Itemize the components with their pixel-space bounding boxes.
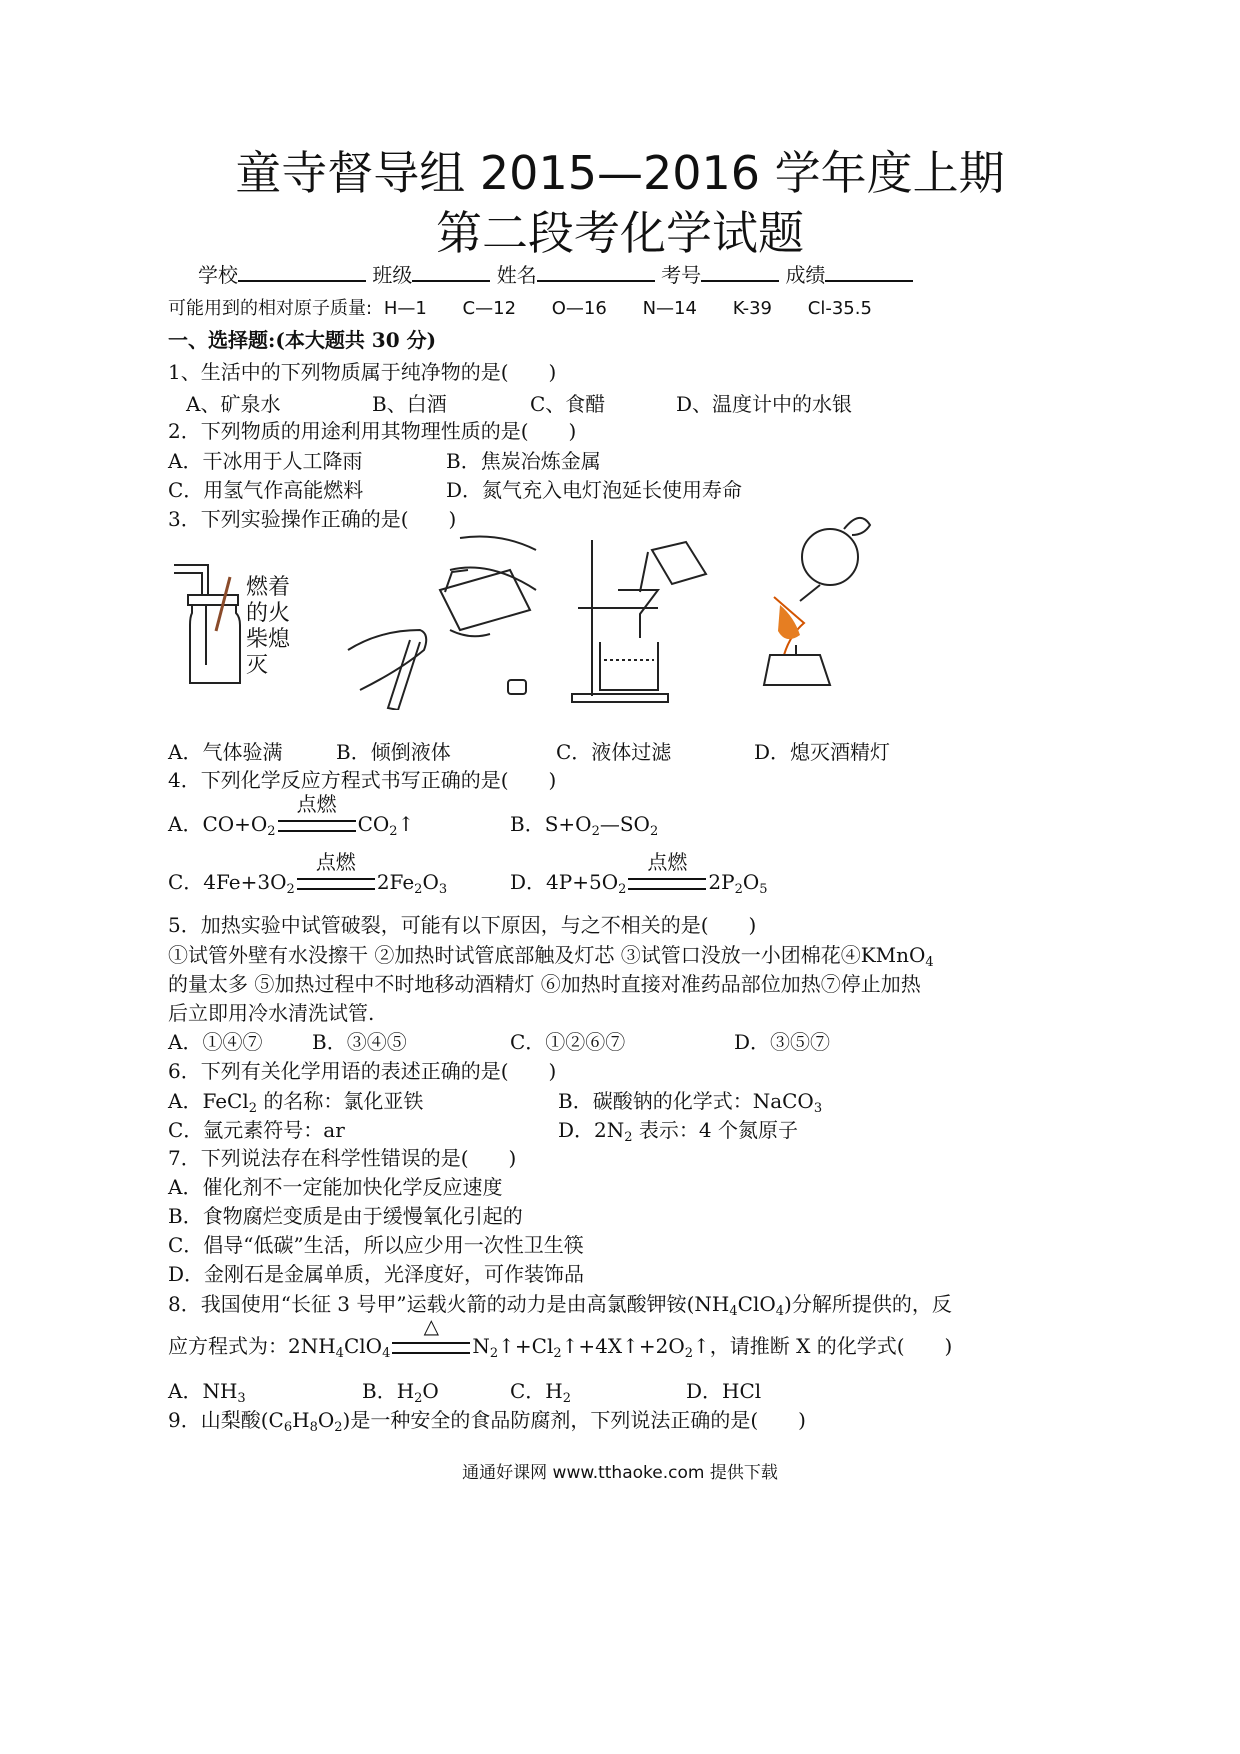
- q8-text: ClO: [343, 1334, 383, 1358]
- reaction-condition-sign: [278, 791, 356, 832]
- q2-option-d[interactable]: D．氮气充入电灯泡延长使用寿命: [446, 478, 743, 502]
- title-line-2: 第二段考化学试题: [436, 206, 804, 260]
- name-label: 姓名: [496, 263, 537, 287]
- subscript: 2: [562, 1391, 572, 1406]
- eq-right: O: [422, 870, 439, 894]
- q4-stem: 4．下列化学反应方程式书写正确的是( ): [168, 768, 557, 792]
- q9-stem: [168, 1410, 806, 1434]
- q7-option-a[interactable]: A．催化剂不一定能加快化学反应速度: [168, 1175, 503, 1199]
- info-line: [198, 262, 913, 285]
- subscript: 2: [334, 1420, 343, 1435]
- condition-label: 点燃: [647, 849, 688, 874]
- q2-option-c[interactable]: C．用氢气作高能燃料: [168, 478, 364, 502]
- q6-d-text: 表示：4 个氮原子: [632, 1118, 798, 1142]
- q8-option-b[interactable]: [362, 1381, 439, 1405]
- subscript: 2: [414, 1391, 423, 1406]
- subscript: 2: [489, 1346, 499, 1361]
- subscript: 2: [684, 1346, 694, 1361]
- subscript: 2: [286, 882, 295, 897]
- q8-a-text: A．NH: [168, 1379, 238, 1403]
- q5-line-3: 后立即用冷水清洗试管.: [168, 1001, 375, 1025]
- subscript: 3: [237, 1391, 246, 1406]
- gas-arrow: ↑: [397, 812, 415, 836]
- mass-o: O—16: [551, 298, 607, 319]
- q8-text: ClO: [737, 1292, 776, 1316]
- subscript: 2: [267, 824, 276, 839]
- q6-stem: 6．下列有关化学用语的表述正确的是( ): [168, 1059, 557, 1083]
- atomic-mass-line: [168, 300, 872, 318]
- reaction-condition-sign: [392, 1313, 470, 1354]
- subscript: 3: [813, 1101, 823, 1116]
- q5-line-1-text: ①试管外壁有水没擦干 ②加热时试管底部触及灯芯 ③试管口没放一小团棉花④KMnO: [168, 943, 926, 967]
- q1-option-d[interactable]: D、温度计中的水银: [676, 392, 853, 416]
- school-label: 学校: [198, 263, 238, 287]
- gas-bottle-caption: [246, 575, 294, 679]
- q1-stem: 1、生活中的下列物质属于纯净物的是( ): [168, 360, 557, 384]
- subscript: 5: [759, 882, 768, 897]
- q6-a-text: A．FeCl: [168, 1089, 249, 1113]
- eq-right: O: [742, 870, 760, 894]
- eq-left: C．4Fe+3O: [168, 870, 287, 894]
- alcohol-lamp-figure: [760, 505, 900, 705]
- q5-option-c[interactable]: C．①②⑥⑦: [510, 1030, 626, 1054]
- eq-left: B．S+O: [510, 812, 592, 836]
- q5-line-2: 的量太多 ⑤加热过程中不时地移动酒精灯 ⑥加热时直接对准药品部位加热⑦停止加热: [168, 972, 921, 996]
- q8-text: N: [472, 1334, 490, 1358]
- eq-left: A．CO+O: [168, 812, 268, 836]
- q4-option-a[interactable]: [168, 791, 415, 839]
- filtration-figure: [568, 530, 718, 710]
- subscript: 4: [729, 1304, 738, 1319]
- subscript: 4: [775, 1304, 785, 1319]
- q8-text: )分解所提供的，反: [784, 1292, 952, 1316]
- eq-right: 2P: [708, 870, 735, 894]
- q6-d-text: D．2N: [558, 1118, 625, 1142]
- q7-option-d[interactable]: D．金刚石是金属单质，光泽度好，可作装饰品: [168, 1262, 585, 1286]
- score-blank[interactable]: [825, 262, 913, 282]
- q5-stem: 5．加热实验中试管破裂，可能有以下原因，与之不相关的是( ): [168, 913, 757, 937]
- footer-source[interactable]: 通通好课网 www.tthaoke.com 提供下载: [462, 1463, 778, 1483]
- q6-option-c[interactable]: C．氩元素符号：ar: [168, 1118, 345, 1142]
- fig-label-line: 的火: [246, 601, 291, 626]
- eq-right: CO: [357, 812, 390, 836]
- q1-option-c[interactable]: C、食醋: [530, 392, 606, 416]
- school-blank[interactable]: [238, 262, 366, 282]
- q3-option-a[interactable]: A．气体验满: [168, 740, 283, 764]
- q5-option-d[interactable]: D．③⑤⑦: [734, 1030, 831, 1054]
- q7-stem: 7．下列说法存在科学性错误的是( ): [168, 1146, 517, 1170]
- q1-option-a[interactable]: A、矿泉水: [186, 392, 281, 416]
- q8-text: ↑+4X↑+2O: [561, 1334, 685, 1358]
- q3-option-d[interactable]: D．熄灭酒精灯: [754, 740, 891, 764]
- subscript: 2: [553, 1346, 562, 1361]
- q3-option-c[interactable]: C．液体过滤: [556, 740, 672, 764]
- q9-text: )是一种安全的食品防腐剂，下列说法正确的是( ): [342, 1408, 806, 1432]
- q4-option-d[interactable]: [510, 849, 768, 897]
- subscript: 2: [624, 1130, 633, 1145]
- class-blank[interactable]: [412, 262, 490, 282]
- exam-no-label: 考号: [661, 263, 702, 287]
- subscript: 6: [283, 1420, 293, 1435]
- fig-label-line: 燃着: [246, 575, 291, 600]
- q8-line-2: [168, 1313, 953, 1361]
- subscript: 3: [438, 882, 448, 897]
- exam-no-blank[interactable]: [701, 262, 779, 282]
- condition-label: 点燃: [296, 791, 337, 816]
- name-blank[interactable]: [537, 262, 655, 282]
- q8-option-a[interactable]: [168, 1381, 246, 1405]
- q2-stem: 2．下列物质的用途利用其物理性质的是( ): [168, 419, 577, 443]
- subscript: 4: [925, 955, 934, 970]
- q6-a-text: 的名称：氯化亚铁: [257, 1089, 424, 1113]
- pouring-liquid-figure: [340, 530, 540, 710]
- q8-option-d[interactable]: D．HCl: [686, 1379, 762, 1403]
- reaction-condition-sign: [297, 849, 375, 890]
- reaction-condition-sign: [628, 849, 706, 890]
- q6-b-text: B．碳酸钠的化学式：NaCO: [558, 1089, 814, 1113]
- eq-left: D．4P+5O: [510, 870, 619, 894]
- q9-text: O: [317, 1408, 335, 1432]
- fig-label-line: 灭: [246, 653, 269, 678]
- q4-option-b[interactable]: [510, 814, 658, 838]
- eq-right: —SO: [599, 812, 650, 836]
- condition-label: △: [423, 1313, 440, 1338]
- q2-option-b[interactable]: B．焦炭冶炼金属: [446, 449, 601, 473]
- score-label: 成绩: [785, 263, 826, 287]
- section-heading: 一、选择题:(本大题共 30 分): [168, 328, 437, 352]
- q1-option-b[interactable]: B、白酒: [372, 392, 447, 416]
- title-line-1: 童寺督导组 2015—2016 学年度上期: [235, 146, 1005, 200]
- q8-text: ↑+Cl: [498, 1334, 554, 1358]
- mass-k: K-39: [732, 298, 773, 319]
- subscript: 2: [734, 882, 743, 897]
- q7-option-b[interactable]: B．食物腐烂变质是由于缓慢氧化引起的: [168, 1204, 523, 1228]
- q5-option-b[interactable]: B．③④⑤: [312, 1030, 407, 1054]
- atomic-mass-label: 可能用到的相对原子质量:: [168, 298, 373, 319]
- mass-cl: Cl-35.5: [807, 298, 872, 319]
- q6-option-d[interactable]: [558, 1120, 798, 1144]
- class-label: 班级: [372, 263, 413, 287]
- subscript: 4: [335, 1346, 344, 1361]
- q3-stem: 3．下列实验操作正确的是( ): [168, 507, 457, 531]
- q7-option-c[interactable]: C．倡导“低碳”生活，所以应少用一次性卫生筷: [168, 1233, 584, 1257]
- q6-option-b[interactable]: [558, 1091, 822, 1115]
- q8-b-text: B．H: [362, 1379, 415, 1403]
- subscript: 8: [309, 1420, 318, 1435]
- subscript: 2: [248, 1101, 258, 1116]
- q9-text: H: [292, 1408, 310, 1432]
- subscript: 2: [414, 882, 423, 897]
- mass-n: N—14: [642, 298, 697, 319]
- q8-b-text: O: [422, 1379, 439, 1403]
- q3-option-b[interactable]: B．倾倒液体: [336, 740, 451, 764]
- q4-option-c[interactable]: [168, 849, 448, 897]
- subscript: 2: [618, 882, 627, 897]
- fig-label-line: 柴熄: [246, 627, 291, 652]
- q5-line-1: [168, 945, 934, 969]
- subscript: 2: [591, 824, 600, 839]
- q8-text: 应方程式为：2NH: [168, 1334, 336, 1358]
- q9-text: 9．山梨酸(C: [168, 1408, 284, 1432]
- subscript: 2: [389, 824, 398, 839]
- q5-option-a[interactable]: A．①④⑦: [168, 1030, 263, 1054]
- q8-option-c[interactable]: [510, 1381, 571, 1405]
- subscript: 2: [649, 824, 659, 839]
- eq-right: 2Fe: [376, 870, 415, 894]
- subscript: 4: [382, 1346, 391, 1361]
- q2-option-a[interactable]: A．干冰用于人工降雨: [168, 449, 363, 473]
- q8-text: ↑，请推断 X 的化学式( ): [693, 1334, 953, 1358]
- mass-c: C—12: [462, 298, 517, 319]
- mass-h: H—1: [383, 298, 427, 319]
- condition-label: 点燃: [315, 849, 356, 874]
- q8-line-1: [168, 1294, 952, 1318]
- q6-option-a[interactable]: [168, 1091, 423, 1115]
- q8-text: 8．我国使用“长征 3 号甲”运载火箭的动力是由高氯酸钾铵(NH: [168, 1292, 730, 1316]
- q8-c-text: C．H: [510, 1379, 563, 1403]
